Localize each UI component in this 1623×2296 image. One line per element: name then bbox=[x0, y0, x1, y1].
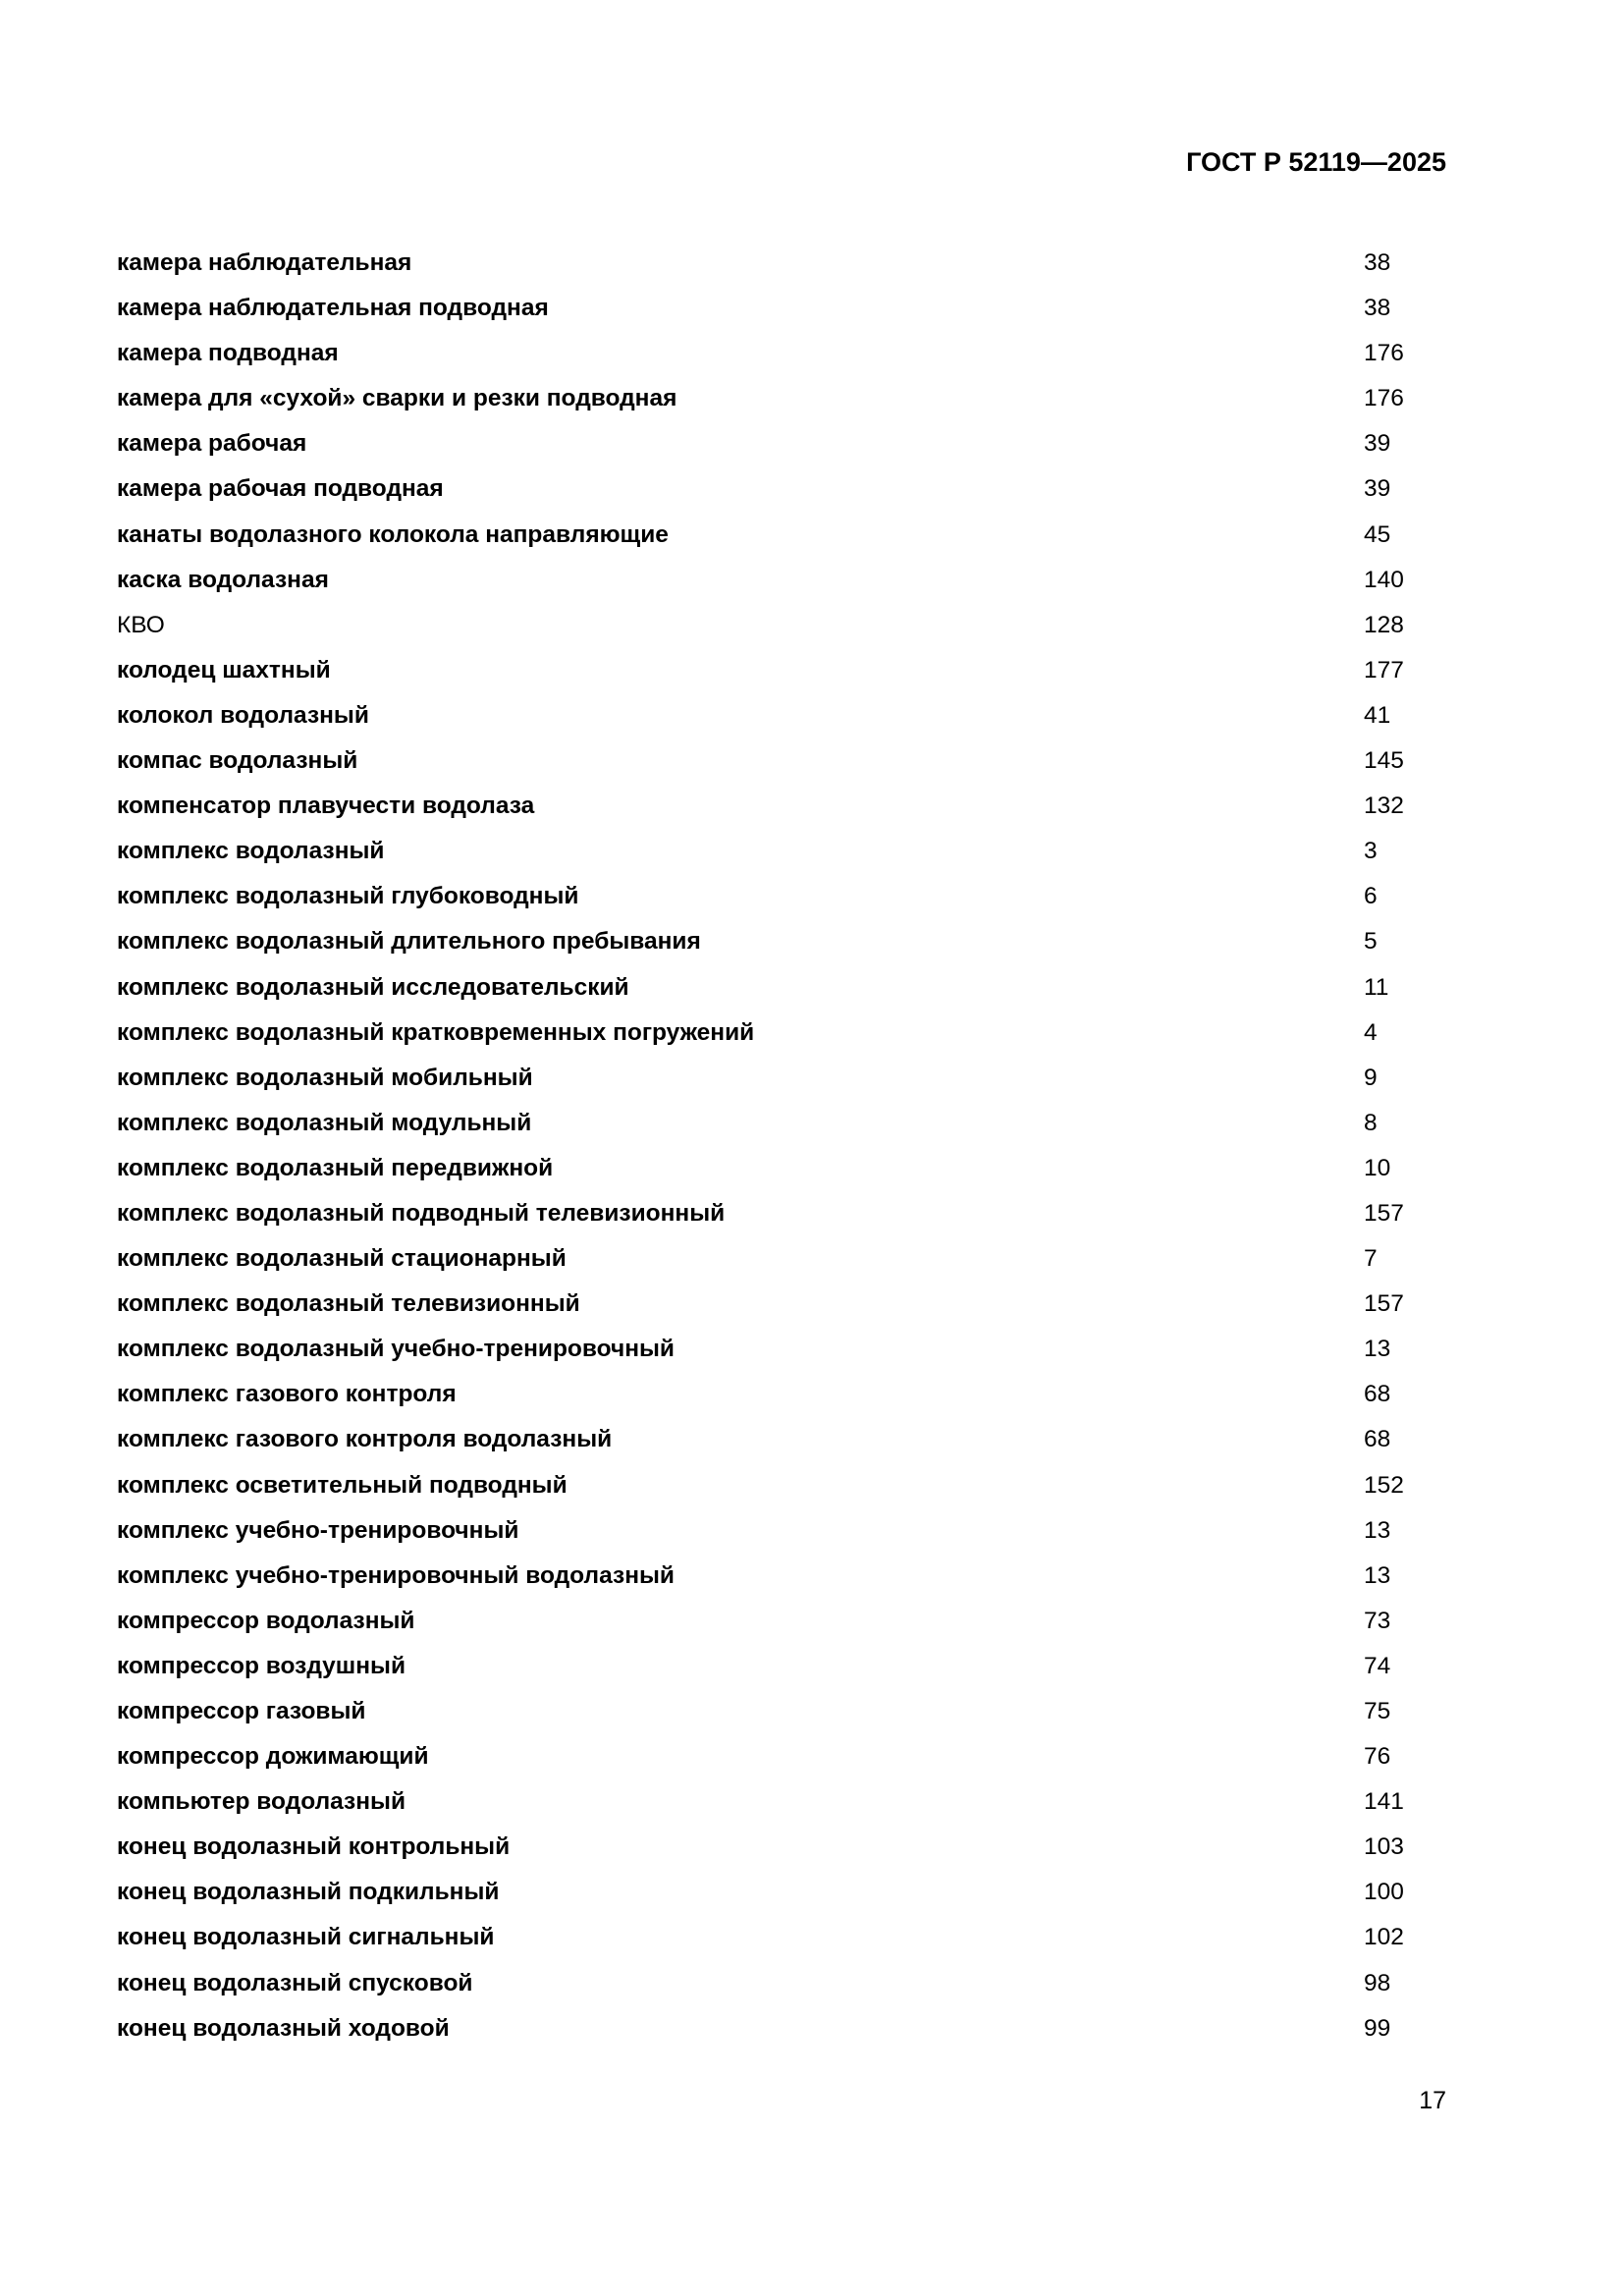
index-term-number: 76 bbox=[1364, 1743, 1391, 1771]
index-term: комплекс газового контроля bbox=[117, 1381, 457, 1408]
index-entry bbox=[117, 241, 1413, 286]
index-entry bbox=[117, 1417, 1413, 1462]
index-term-number: 39 bbox=[1364, 430, 1391, 458]
index-term: комплекс учебно-тренировочный водолазный bbox=[117, 1561, 675, 1589]
index-term: компьютер водолазный bbox=[117, 1788, 406, 1816]
index-term-number: 128 bbox=[1364, 611, 1404, 638]
index-term: комплекс водолазный глубоководный bbox=[117, 883, 579, 910]
index-term-number: 7 bbox=[1364, 1245, 1378, 1273]
index-entry bbox=[117, 1554, 1413, 1599]
index-entry bbox=[117, 286, 1413, 331]
index-term-number: 13 bbox=[1364, 1336, 1391, 1363]
index-entry bbox=[117, 1825, 1413, 1870]
index-entry bbox=[117, 1282, 1413, 1327]
index-term: компрессор дожимающий bbox=[117, 1743, 429, 1771]
index-entry bbox=[117, 466, 1413, 512]
index-term: камера рабочая подводная bbox=[117, 475, 444, 503]
index-term: камера наблюдательная bbox=[117, 249, 412, 276]
index-term: колодец шахтный bbox=[117, 656, 331, 683]
index-term-number: 6 bbox=[1364, 883, 1378, 910]
index-term-number: 176 bbox=[1364, 340, 1404, 367]
index-term: компрессор водолазный bbox=[117, 1607, 415, 1634]
index-term: комплекс водолазный модульный bbox=[117, 1109, 532, 1136]
index-term: камера для «сухой» сварки и резки подводная bbox=[117, 385, 677, 412]
index-term-number: 8 bbox=[1364, 1109, 1378, 1136]
index-entry bbox=[117, 738, 1413, 784]
index-term-number: 39 bbox=[1364, 475, 1391, 503]
index-term: комплекс водолазный телевизионный bbox=[117, 1290, 580, 1318]
index-term-number: 145 bbox=[1364, 747, 1404, 775]
index-entry bbox=[117, 2006, 1413, 2051]
index-entry bbox=[117, 1011, 1413, 1056]
index-entry bbox=[117, 693, 1413, 738]
index-term: комплекс учебно-тренировочный bbox=[117, 1516, 519, 1544]
index-term-number: 9 bbox=[1364, 1064, 1378, 1091]
index-entry bbox=[117, 421, 1413, 466]
index-entry bbox=[117, 1689, 1413, 1734]
index-term-number: 102 bbox=[1364, 1924, 1404, 1951]
index-entry bbox=[117, 1508, 1413, 1554]
index-term: конец водолазный ходовой bbox=[117, 2014, 450, 2042]
index-term-number: 177 bbox=[1364, 656, 1404, 683]
index-term: компенсатор плавучести водолаза bbox=[117, 793, 535, 820]
index-entry bbox=[117, 1327, 1413, 1372]
index-term-number: 10 bbox=[1364, 1154, 1391, 1181]
index-entry bbox=[117, 331, 1413, 376]
index-term-number: 141 bbox=[1364, 1788, 1404, 1816]
index-entry bbox=[117, 784, 1413, 829]
index-term-number: 152 bbox=[1364, 1471, 1404, 1499]
index-term: камера рабочая bbox=[117, 430, 307, 458]
index-term: комплекс водолазный мобильный bbox=[117, 1064, 533, 1091]
index-entry bbox=[117, 603, 1413, 648]
index-entry bbox=[117, 376, 1413, 421]
index-term: комплекс водолазный исследовательский bbox=[117, 973, 629, 1001]
index-term: колокол водолазный bbox=[117, 701, 369, 729]
index-entry bbox=[117, 1191, 1413, 1236]
index-term-number: 4 bbox=[1364, 1018, 1378, 1046]
index-entry bbox=[117, 1056, 1413, 1101]
index-term-number: 38 bbox=[1364, 295, 1391, 322]
index-term: компас водолазный bbox=[117, 747, 358, 775]
index-entry bbox=[117, 965, 1413, 1011]
index-entry bbox=[117, 1734, 1413, 1779]
index-entry bbox=[117, 919, 1413, 964]
index-term: комплекс водолазный передвижной bbox=[117, 1154, 554, 1181]
index-entry bbox=[117, 1779, 1413, 1825]
index-term-number: 5 bbox=[1364, 928, 1378, 956]
index-term: компрессор воздушный bbox=[117, 1652, 406, 1679]
index-term: комплекс водолазный подводный телевизионный bbox=[117, 1199, 726, 1227]
index-term: камера подводная bbox=[117, 340, 339, 367]
index-term: каска водолазная bbox=[117, 566, 329, 593]
index-term-number: 68 bbox=[1364, 1381, 1391, 1408]
index-entry bbox=[117, 1599, 1413, 1644]
index-term-number: 45 bbox=[1364, 520, 1391, 548]
index-entry bbox=[117, 1236, 1413, 1282]
index-entry bbox=[117, 648, 1413, 693]
index-term-number: 38 bbox=[1364, 249, 1391, 276]
index-term-number: 68 bbox=[1364, 1426, 1391, 1453]
index-term-number: 13 bbox=[1364, 1516, 1391, 1544]
index-term-number: 157 bbox=[1364, 1199, 1404, 1227]
index-entry bbox=[117, 874, 1413, 919]
index-entry bbox=[117, 513, 1413, 558]
index-term-number: 75 bbox=[1364, 1698, 1391, 1724]
index-term: канаты водолазного колокола направляющие bbox=[117, 520, 669, 548]
index-term: камера наблюдательная подводная bbox=[117, 295, 549, 322]
index-term-number: 100 bbox=[1364, 1879, 1404, 1906]
index-entry bbox=[117, 1101, 1413, 1146]
index-entry bbox=[117, 1146, 1413, 1191]
index-term-number: 157 bbox=[1364, 1290, 1404, 1318]
index-entry bbox=[117, 1961, 1413, 2006]
index-entry bbox=[117, 1915, 1413, 1960]
index-term: комплекс водолазный учебно-тренировочный bbox=[117, 1336, 675, 1363]
page-number: 17 bbox=[1419, 2087, 1446, 2114]
index-term: конец водолазный сигнальный bbox=[117, 1924, 495, 1951]
index-entry bbox=[117, 829, 1413, 874]
index-term-number: 103 bbox=[1364, 1833, 1404, 1861]
index-entry bbox=[117, 1372, 1413, 1417]
index-entry bbox=[117, 1463, 1413, 1508]
index-term-number: 140 bbox=[1364, 566, 1404, 593]
index-term: комплекс водолазный кратковременных погружений bbox=[117, 1018, 755, 1046]
index-term: конец водолазный контрольный bbox=[117, 1833, 511, 1861]
index-term: комплекс водолазный длительного пребывания bbox=[117, 928, 701, 956]
index-term-number: 73 bbox=[1364, 1607, 1391, 1634]
index-term: комплекс осветительный подводный bbox=[117, 1471, 568, 1499]
index-term: конец водолазный подкильный bbox=[117, 1879, 500, 1906]
index-term: КВО bbox=[117, 611, 165, 638]
index-term-number: 13 bbox=[1364, 1561, 1391, 1589]
index-term-number: 99 bbox=[1364, 2014, 1391, 2042]
index-term: комплекс водолазный bbox=[117, 838, 385, 865]
index-term-number: 176 bbox=[1364, 385, 1404, 412]
index-entry bbox=[117, 1644, 1413, 1689]
index-term: компрессор газовый bbox=[117, 1698, 366, 1724]
index-term: комплекс газового контроля водолазный bbox=[117, 1426, 613, 1453]
index-term-number: 132 bbox=[1364, 793, 1404, 820]
index-term-number: 11 bbox=[1364, 973, 1389, 1001]
index-entry bbox=[117, 1870, 1413, 1915]
index-term: конец водолазный спусковой bbox=[117, 1969, 473, 1996]
index-term-number: 41 bbox=[1364, 701, 1391, 729]
index-term: комплекс водолазный стационарный bbox=[117, 1245, 567, 1273]
alphabetical-index-list bbox=[117, 241, 1413, 2051]
document-code-header: ГОСТ Р 52119—2025 bbox=[1186, 147, 1446, 177]
index-term-number: 74 bbox=[1364, 1652, 1391, 1679]
index-term-number: 3 bbox=[1364, 838, 1378, 865]
index-term-number: 98 bbox=[1364, 1969, 1391, 1996]
index-entry bbox=[117, 558, 1413, 603]
